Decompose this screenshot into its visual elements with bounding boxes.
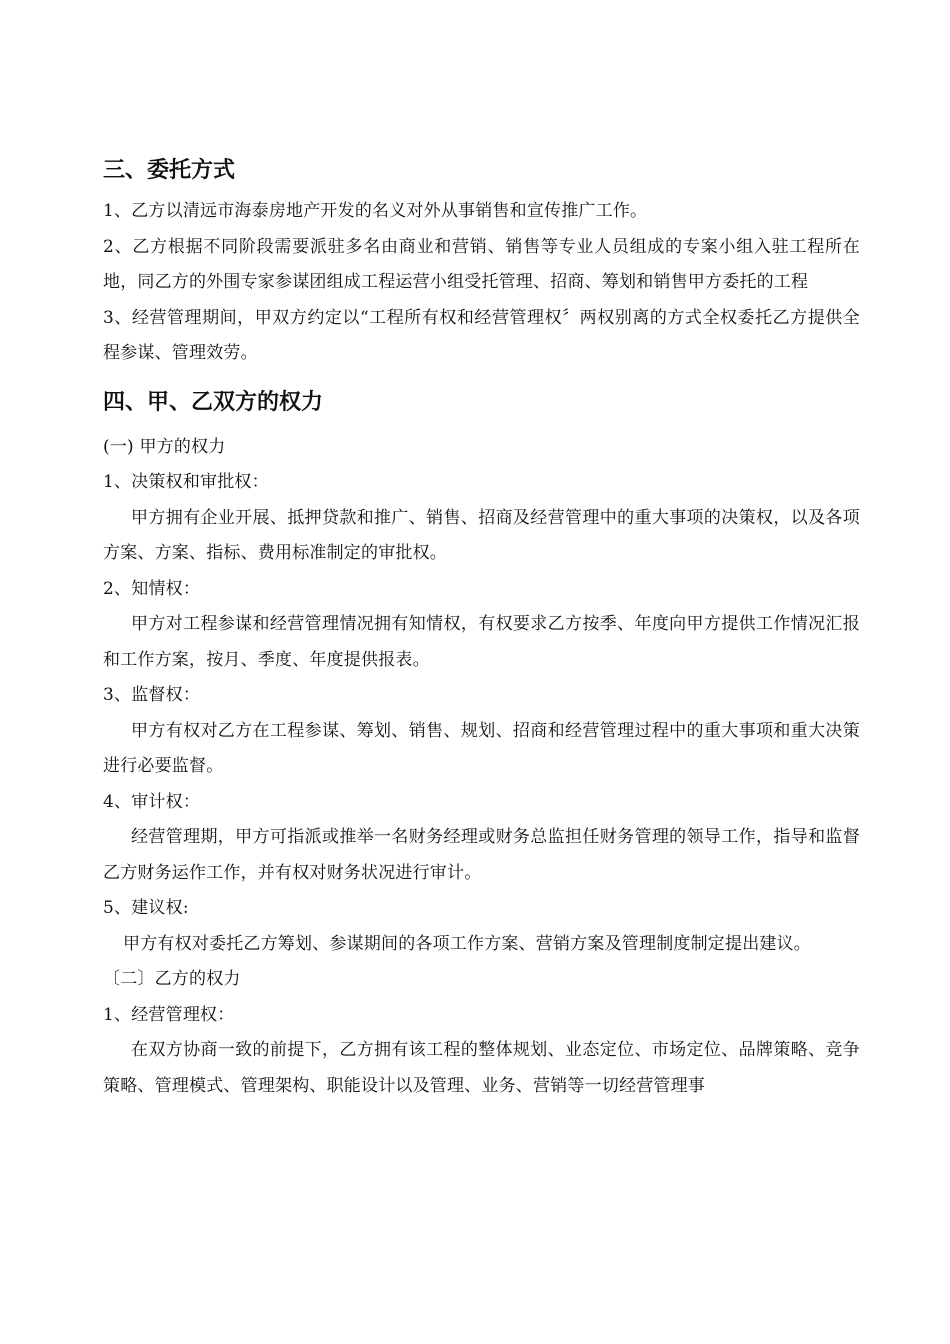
right-label-information: 2、知情权： [103,578,201,599]
right-text-suggestion: 甲方有权对委托乙方筹划、参谋期间的各项工作方案、营销方案及管理制度制定提出建议。 [123,933,811,954]
right-label-decision: 1、决策权和审批权： [103,472,269,492]
right-text-audit: 经营管理期，甲方可指派或推举一名财务经理或财务总监担任财务管理的领导工作，指导和监督乙方财务运作工作，并有权对财务状况进行审计。 [103,827,860,883]
right-text-decision: 甲方拥有企业开展、抵押贷款和推广、销售、招商及经营管理中的重大事项的决策权，以及各项方案、方案、指标、费用标准制定的审批权。 [103,507,860,563]
section-heading-entrust-method: 三、委托方式 [103,158,236,183]
right-text-management: 在双方协商一致的前提下，乙方拥有该工程的整体规划、业态定位、市场定位、品牌策略、竞争策略、管理模式、管理架构、职能设计以及管理、业务、营销等一切经营管理事 [103,1040,860,1096]
entrust-item-3: 3、经营管理期间，甲双方约定以“工程所有权和经营管理权〞两权别离的方式全权委托乙方提供全程参谋、管理效劳。 [103,307,860,363]
entrust-item-2: 2、乙方根据不同阶段需要派驻多名由商业和营销、销售等专业人员组成的专案小组入驻工程所在地，同乙方的外围专家参谋团组成工程运营小组受托管理、招商、筹划和销售甲方委托的工程 [103,236,860,292]
party-b-rights-title: 〔二〕乙方的权力 [103,969,241,989]
party-a-rights-title: (一) 甲方的权力 [103,436,226,457]
section-heading-rights: 四、甲、乙双方的权力 [103,389,324,415]
right-label-suggestion: 5、建议权: [103,898,189,918]
document-page [103,150,860,1104]
right-text-information: 甲方对工程参谋和经营管理情况拥有知情权，有权要求乙方按季、年度向甲方提供工作情况汇报和工作方案，按月、季度、年度提供报表。 [103,614,860,670]
entrust-item-1: 1、乙方以清远市海泰房地产开发的名义对外从事销售和宣传推广工作。 [103,201,648,221]
right-label-supervision: 3、监督权： [103,685,201,705]
right-label-management: 1、经营管理权： [103,1004,235,1025]
right-text-supervision: 甲方有权对乙方在工程参谋、筹划、销售、规划、招商和经营管理过程中的重大事项和重大决策进行必要监督。 [103,720,860,776]
right-label-audit: 4、审计权： [103,791,201,812]
